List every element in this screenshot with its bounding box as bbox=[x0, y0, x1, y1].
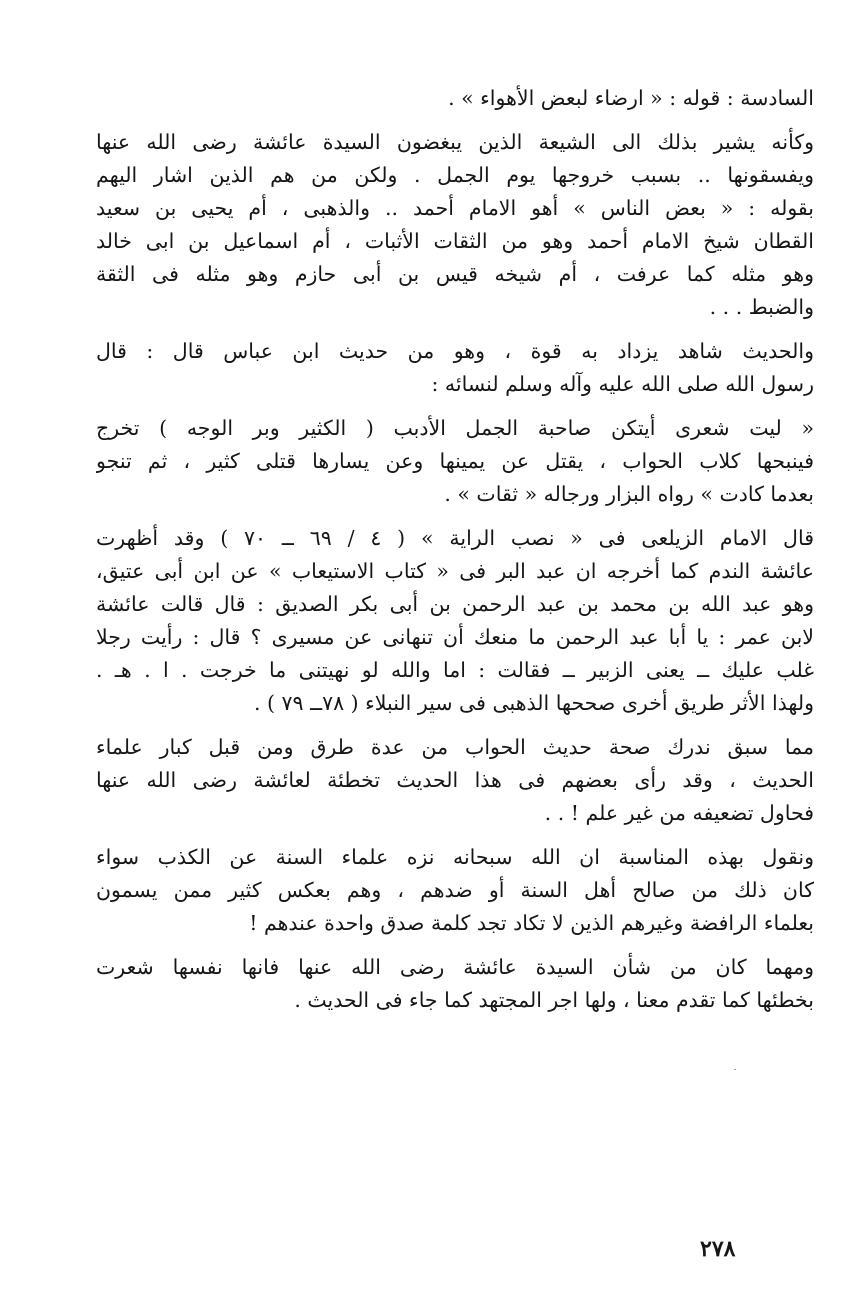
body-text bbox=[96, 82, 814, 1017]
paragraph-1 bbox=[96, 82, 814, 115]
paragraph-6 bbox=[96, 731, 814, 830]
text-line: ونقول بهذه المناسبة ان الله سبحانه نزه علماء السنة عن الكذب سواء bbox=[96, 845, 814, 869]
text-line: ومهما كان من شأن السيدة عائشة رضى الله عنها فانها نفسها شعرت bbox=[96, 955, 814, 979]
page-number: ٢٧٨ bbox=[700, 1236, 736, 1262]
text-line: عائشة الندم كما أخرجه ان عبد البر فى « كتاب الاستيعاب » عن ابن أبى عتيق، bbox=[96, 559, 814, 583]
text-line: والحديث شاهد يزداد به قوة ، وهو من حديث ابن عباس قال : قال bbox=[96, 339, 814, 363]
text-line: مما سبق ندرك صحة حديث الحواب من عدة طرق ومن قبل كبار علماء bbox=[96, 735, 814, 759]
text-line: غلب عليك ــ يعنى الزبير ــ فقالت : اما والله لو نهيتنى ما خرجت . ا . هـ . bbox=[96, 658, 814, 682]
text-line: فحاول تضعيفه من غير علم ! . . bbox=[544, 801, 814, 825]
text-line: السادسة : قوله : « ارضاء لبعض الأهواء » . bbox=[448, 86, 814, 110]
text-line: وهو مثله كما عرفت ، أم شيخه قيس بن أبى حازم وهو مثله فى الثقة bbox=[96, 262, 814, 286]
paragraph-4 bbox=[96, 412, 814, 511]
text-line: بعدما كادت » رواه البزار ورجاله « ثقات » . bbox=[444, 482, 814, 506]
paragraph-8 bbox=[96, 951, 814, 1017]
text-line: ويفسقونها .. بسبب خروجها يوم الجمل . ولكن من هم الذين اشار اليهم bbox=[96, 163, 814, 187]
scan-speck bbox=[734, 1069, 736, 1070]
text-line: والضبط . . . bbox=[709, 295, 814, 319]
paragraph-5 bbox=[96, 522, 814, 720]
text-line: بخطئها كما تقدم معنا ، ولها اجر المجتهد كما جاء فى الحديث . bbox=[294, 988, 814, 1012]
paragraph-3 bbox=[96, 335, 814, 401]
text-line: الحديث ، وقد رأى بعضهم فى هذا الحديث تخطئة لعائشة رضى الله عنها bbox=[96, 768, 814, 792]
text-line: ولهذا الأثر طريق أخرى صححها الذهبى فى سير النبلاء ( ٧٨ــ ٧٩ ) . bbox=[253, 691, 814, 715]
text-line: لابن عمر : يا أبا عبد الرحمن ما منعك أن تنهانى عن مسيرى ؟ قال : رأيت رجلا bbox=[96, 625, 814, 649]
text-line: وهو عبد الله بن محمد بن عبد الرحمن بن أبى بكر الصديق : قال قالت عائشة bbox=[96, 592, 814, 616]
text-line: فينبحها كلاب الحواب ، يقتل عن يمينها وعن يسارها قتلى كثير ، ثم تنجو bbox=[96, 449, 814, 473]
text-line: رسول الله صلى الله عليه وآله وسلم لنسائه : bbox=[431, 372, 814, 396]
text-line: بعلماء الرافضة وغيرهم الذين لا تكاد تجد كلمة صدق واحدة عندهم ! bbox=[249, 911, 814, 935]
paragraph-2 bbox=[96, 126, 814, 324]
text-line: قال الامام الزيلعى فى « نصب الراية » ( ٤ / ٦٩ ــ ٧٠ ) وقد أظهرت bbox=[96, 526, 814, 550]
text-line: وكأنه يشير بذلك الى الشيعة الذين يبغضون السيدة عائشة رضى الله عنها bbox=[96, 130, 814, 154]
text-line: القطان شيخ الامام أحمد وهو من الثقات الأثبات ، أم اسماعيل بن ابى خالد bbox=[96, 229, 814, 253]
text-line: « ليت شعرى أيتكن صاحبة الجمل الأدبب ( الكثير وبر الوجه ) تخرج bbox=[96, 416, 814, 440]
paragraph-7 bbox=[96, 841, 814, 940]
text-line: بقوله : « بعض الناس » أهو الامام أحمد .. والذهبى ، أم يحيى بن سعيد bbox=[96, 196, 814, 220]
text-line: كان ذلك من صالح أهل السنة أو ضدهم ، وهم بعكس كثير ممن يسمون bbox=[96, 878, 814, 902]
